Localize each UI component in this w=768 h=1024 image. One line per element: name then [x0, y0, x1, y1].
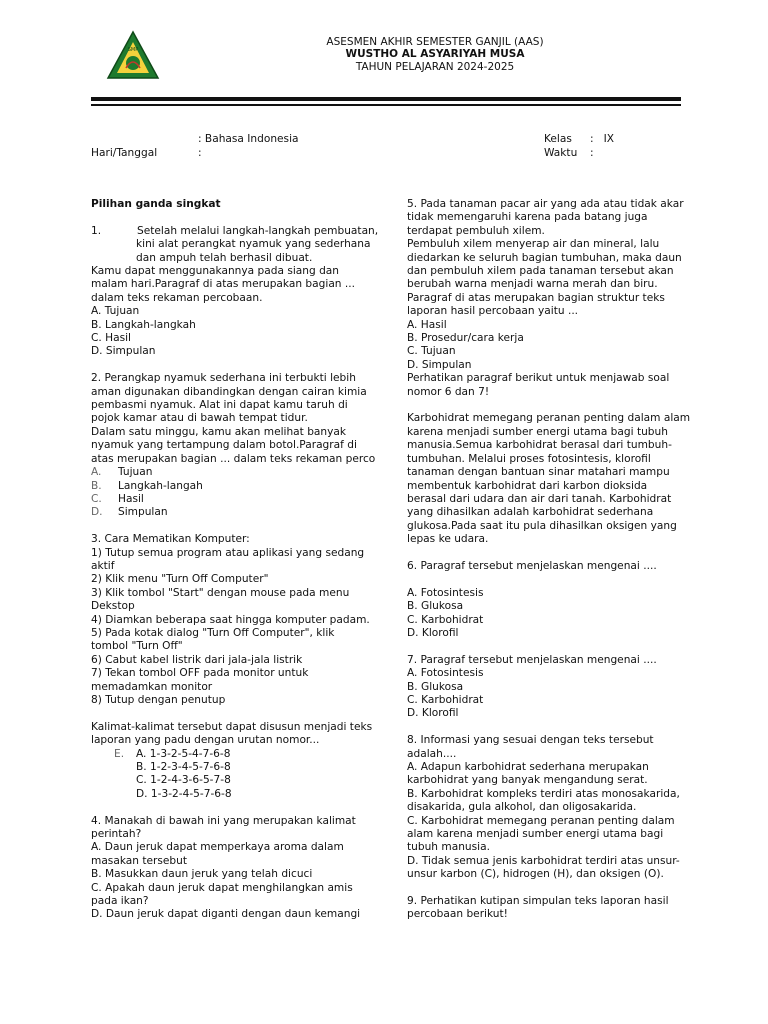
- passage-text: glukosa.Pada saat itu pula dihasilkan oksigen yang: [407, 519, 677, 532]
- option-letter: C.: [91, 492, 102, 505]
- question-text: aman digunakan dibandingkan dengan cairan kimia: [91, 385, 367, 398]
- answer-option: [91, 466, 381, 479]
- question-text: 9. Perhatikan kutipan simpulan teks laporan hasil: [407, 895, 669, 908]
- answer-option: A. Tujuan: [91, 305, 140, 318]
- question-text: diedarkan ke seluruh bagian tumbuhan, maka daun: [407, 251, 682, 264]
- date-value: :: [198, 147, 202, 159]
- question-text: Setelah melalui langkah-langkah pembuatan,: [137, 224, 379, 237]
- answer-option: D. 1-3-2-4-5-7-6-8: [136, 787, 232, 800]
- answer-option: alam karena menjadi sumber energi utama bagi: [407, 828, 664, 841]
- class-value: : IX: [590, 133, 615, 145]
- header-rule-thin: [91, 104, 681, 106]
- option-text: Hasil: [118, 492, 144, 505]
- section-title: Pilihan ganda singkat: [91, 198, 221, 210]
- answer-option: C. 1-2-4-3-6-5-7-8: [136, 774, 231, 787]
- question-text: Kalimat-kalimat tersebut dapat disusun menjadi teks: [91, 720, 373, 733]
- answer-option: D. Tidak semua jenis karbohidrat terdiri atas unsur-: [407, 854, 680, 867]
- answer-option: D. Simpulan: [91, 345, 156, 358]
- answer-option: [91, 506, 381, 519]
- school-logo: [106, 30, 160, 82]
- answer-option: A. Hasil: [407, 318, 447, 331]
- question-text: 7) Tekan tombol OFF pada monitor untuk: [91, 667, 309, 680]
- question-text: atas merupakan bagian ... dalam teks rekaman perco: [91, 452, 376, 465]
- subject-value: : Bahasa Indonesia: [198, 133, 299, 145]
- question-text: Kamu dapat menggunakannya pada siang dan: [91, 265, 340, 278]
- question-text: laporan yang padu dengan urutan nomor...: [91, 734, 320, 747]
- instruction-text: nomor 6 dan 7!: [407, 385, 490, 398]
- question-text: Dalam satu minggu, kamu akan melihat banyak: [91, 425, 347, 438]
- answer-option: [91, 748, 381, 761]
- question-text: 2) Klik menu "Turn Off Computer": [91, 573, 269, 586]
- passage-text: karena menjadi sumber energi utama bagi tubuh: [407, 425, 668, 438]
- answer-option: A. Fotosintesis: [407, 586, 484, 599]
- answer-option: B. Karbohidrat kompleks terdiri atas monosakarida,: [407, 787, 680, 800]
- option-letter: B.: [91, 479, 102, 492]
- question-text: tombol "Turn Off": [91, 640, 183, 653]
- question-text: 5) Pada kotak dialog "Turn Off Computer", klik: [91, 626, 335, 639]
- question-text: aktif: [91, 559, 115, 572]
- answer-option: unsur karbon (C), hidrogen (H), dan oksigen (O).: [407, 868, 664, 881]
- question-text: 5. Pada tanaman pacar air yang ada atau tidak akar: [407, 198, 684, 210]
- right-column: [407, 198, 691, 922]
- question-1: [91, 225, 381, 238]
- question-text: dalam teks rekaman percobaan.: [91, 291, 263, 304]
- answer-option: B. Glukosa: [407, 600, 464, 613]
- answer-option: D. Klorofil: [407, 707, 459, 720]
- header-rule-thick: [91, 97, 681, 101]
- question-text: dan pembuluh xilem pada tanaman tersebut akan: [407, 265, 674, 278]
- question-text: laporan hasil percobaan yaitu ...: [407, 305, 579, 318]
- question-text: Pembuluh xilem menyerap air dan mineral, lalu: [407, 238, 660, 251]
- question-text: Paragraf di atas merupakan bagian struktur teks: [407, 291, 665, 304]
- school-name: WUSTHO AL ASYARIYAH MUSA: [345, 48, 525, 60]
- passage-text: yang dihasilkan adalah karbohidrat sederhana: [407, 506, 654, 519]
- option-letter: D.: [91, 506, 103, 519]
- passage-text: tumbuhan. Melalui proses fotosintesis, klorofil: [407, 452, 651, 465]
- question-text: 6) Cabut kabel listrik dari jala-jala listrik: [91, 653, 303, 666]
- question-text: 3. Cara Mematikan Komputer:: [91, 533, 250, 546]
- question-text: malam hari.Paragraf di atas merupakan bagian ...: [91, 278, 355, 291]
- question-text: 8. Informasi yang sesuai dengan teks tersebut: [407, 734, 654, 747]
- question-text: 4. Manakah di bawah ini yang merupakan kalimat: [91, 814, 356, 827]
- answer-option: C. Karbohidrat: [407, 693, 484, 706]
- question-text: tidak memengaruhi karena pada batang juga: [407, 211, 648, 224]
- passage-text: tanaman dengan bantuan sinar matahari mampu: [407, 466, 670, 479]
- answer-option: D. Klorofil: [407, 626, 459, 639]
- exam-title: ASESMEN AKHIR SEMESTER GANJIL (AAS): [326, 36, 544, 48]
- question-text: 8) Tutup dengan penutup: [91, 693, 226, 706]
- question-text: 3) Klik tombol "Start" dengan mouse pada menu: [91, 586, 350, 599]
- option-marker: E.: [114, 747, 125, 760]
- instruction-text: Perhatikan paragraf berikut untuk menjawab soal: [407, 372, 670, 385]
- answer-option: D. Simpulan: [407, 358, 472, 371]
- question-text: perintah?: [91, 828, 142, 841]
- left-column: [91, 198, 381, 922]
- passage-text: membentuk karbohidrat dari karbon dioksida: [407, 479, 648, 492]
- option-text: Tujuan: [118, 466, 153, 479]
- answer-option: C. Apakah daun jeruk dapat menghilangkan amis: [91, 881, 353, 894]
- question-text: 1) Tutup semua program atau aplikasi yang sedang: [91, 546, 365, 559]
- answer-option: A. Daun jeruk dapat memperkaya aroma dalam: [91, 841, 344, 854]
- question-text: memadamkan monitor: [91, 680, 213, 693]
- academic-year: TAHUN PELAJARAN 2024-2025: [355, 61, 515, 73]
- question-text: kini alat perangkat nyamuk yang sederhana: [136, 238, 371, 251]
- answer-option: A. Fotosintesis: [407, 667, 484, 680]
- answer-option: C. Hasil: [91, 332, 131, 345]
- answer-option: tubuh manusia.: [407, 841, 490, 854]
- passage-text: Karbohidrat memegang peranan penting dalam alam: [407, 412, 691, 425]
- question-text: adalah....: [407, 747, 457, 760]
- question-text: dan ampuh telah berhasil dibuat.: [136, 251, 313, 264]
- answer-option: pada ikan?: [91, 895, 149, 908]
- question-text: percobaan berikut!: [407, 908, 508, 921]
- answer-option: C. Karbohidrat memegang peranan penting dalam: [407, 814, 675, 827]
- question-text: 7. Paragraf tersebut menjelaskan mengenai ....: [407, 653, 657, 666]
- question-text: pojok kamar atau di bawah tempat tidur.: [91, 412, 308, 425]
- answer-option: B. Masukkan daun jeruk yang telah dicuci: [91, 868, 313, 881]
- option-text: Langkah-langah: [118, 479, 203, 492]
- question-text: Dekstop: [91, 600, 135, 613]
- answer-option: masakan tersebut: [91, 854, 188, 867]
- answer-option: B. Prosedur/cara kerja: [407, 332, 524, 345]
- answer-option: [91, 480, 381, 493]
- answer-option: C. Tujuan: [407, 345, 456, 358]
- logo-text: SMP: [127, 47, 139, 53]
- answer-option: disakarida, gula alkohol, dan oligosakarida.: [407, 801, 637, 814]
- answer-option: [91, 493, 381, 506]
- option-letter: A.: [91, 466, 102, 479]
- question-number: 1.: [91, 224, 102, 237]
- passage-text: manusia.Semua karbohidrat berasal dari tumbuh-: [407, 439, 672, 452]
- class-label: Kelas: [544, 133, 572, 145]
- answer-option: B. Langkah-langkah: [91, 318, 196, 331]
- passage-text: lepas ke udara.: [407, 533, 489, 546]
- question-text: pembasmi nyamuk. Alat ini dapat kamu taruh di: [91, 399, 348, 412]
- question-text: terdapat pembuluh xilem.: [407, 224, 545, 237]
- answer-option: karbohidrat yang banyak mengandung serat.: [407, 774, 648, 787]
- question-text: berubah warna menjadi warna merah dan biru.: [407, 278, 658, 291]
- option-text: A. 1-3-2-5-4-7-6-8: [136, 747, 231, 760]
- answer-option: B. Glukosa: [407, 680, 464, 693]
- answer-option: A. Adapun karbohidrat sederhana merupakan: [407, 760, 649, 773]
- time-value: :: [590, 147, 594, 159]
- time-label: Waktu: [544, 147, 578, 159]
- answer-option: C. Karbohidrat: [407, 613, 484, 626]
- date-label: Hari/Tanggal: [91, 147, 158, 159]
- question-text: 2. Perangkap nyamuk sederhana ini terbukti lebih: [91, 372, 356, 385]
- passage-text: berasal dari udara dan air dari tanah. Karbohidrat: [407, 492, 672, 505]
- question-text: nyamuk yang tertampung dalam botol.Paragraf di: [91, 439, 357, 452]
- question-text: 4) Diamkan beberapa saat hingga komputer padam.: [91, 613, 370, 626]
- answer-option: D. Daun jeruk dapat diganti dengan daun kemangi: [91, 908, 361, 921]
- answer-option: B. 1-2-3-4-5-7-6-8: [136, 761, 231, 773]
- option-text: Simpulan: [118, 506, 168, 519]
- question-text: 6. Paragraf tersebut menjelaskan mengenai ....: [407, 559, 657, 572]
